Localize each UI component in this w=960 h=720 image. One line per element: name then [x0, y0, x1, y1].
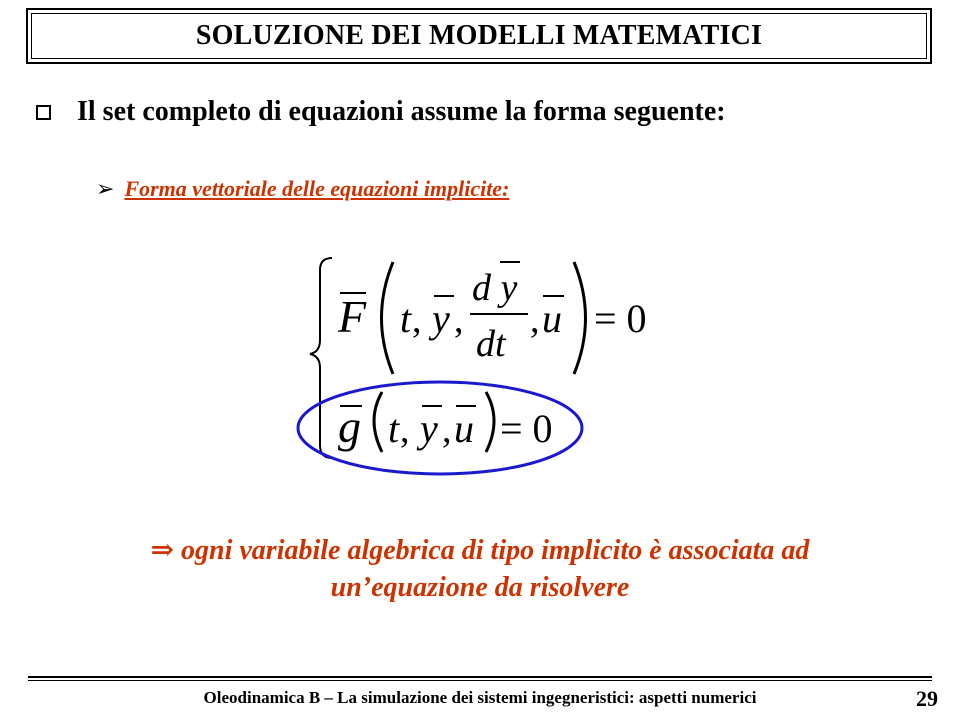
eq2-function: g: [338, 401, 361, 452]
footer-divider-thin: [28, 680, 932, 681]
eq1-right-paren: [574, 262, 586, 374]
sub-bullet-text: Forma vettoriale delle equazioni implicite:: [124, 176, 510, 201]
eq1-denominator: dt: [476, 323, 506, 365]
svg-text:,: ,: [442, 409, 452, 451]
page-number: 29: [916, 686, 938, 711]
eq1-numerator: d y: [472, 267, 518, 309]
system-brace: [310, 258, 332, 458]
eq1-rhs: = 0: [594, 296, 647, 341]
eq1-left-paren: [382, 262, 394, 374]
arrowhead-bullet-icon: ➢: [96, 176, 115, 201]
conclusion-text: [90, 532, 870, 606]
main-bullet-text: Il set completo di equazioni assume la forma seguente:: [77, 96, 726, 127]
footer-divider: [28, 676, 932, 678]
svg-text:,: ,: [530, 299, 540, 341]
conclusion-line-2: un’equazione da risolvere: [330, 572, 630, 603]
eq2-right-paren: [486, 392, 494, 452]
title-inner-border: [31, 13, 927, 59]
eq2-arg-t: t: [388, 406, 400, 451]
square-bullet-icon: [36, 105, 51, 120]
eq2-arg-y: y: [420, 406, 438, 451]
eq1-arg-u: u: [542, 296, 562, 341]
sub-bullet: [96, 176, 509, 202]
title-box: [26, 8, 932, 64]
eq1-arg-t: t: [400, 296, 412, 341]
equation-system: [290, 240, 670, 490]
equation-2: [338, 392, 553, 452]
equation-1: [337, 262, 647, 374]
conclusion-line-1: ⇒ ogni variabile algebrica di tipo implicito è associata ad: [150, 535, 810, 566]
footer-text: Oleodinamica B – La simulazione dei sistemi ingegneristici: aspetti numerici: [203, 688, 757, 707]
eq2-left-paren: [374, 392, 382, 452]
slide-title: SOLUZIONE DEI MODELLI MATEMATICI: [195, 20, 763, 51]
eq2-rhs: = 0: [500, 406, 553, 451]
svg-text:,: ,: [454, 299, 464, 341]
svg-text:,: ,: [400, 409, 410, 451]
main-bullet: [36, 96, 726, 128]
svg-text:,: ,: [412, 299, 422, 341]
eq1-function: F: [338, 291, 367, 342]
eq2-arg-u: u: [454, 406, 474, 451]
eq1-arg-y: y: [432, 296, 450, 341]
